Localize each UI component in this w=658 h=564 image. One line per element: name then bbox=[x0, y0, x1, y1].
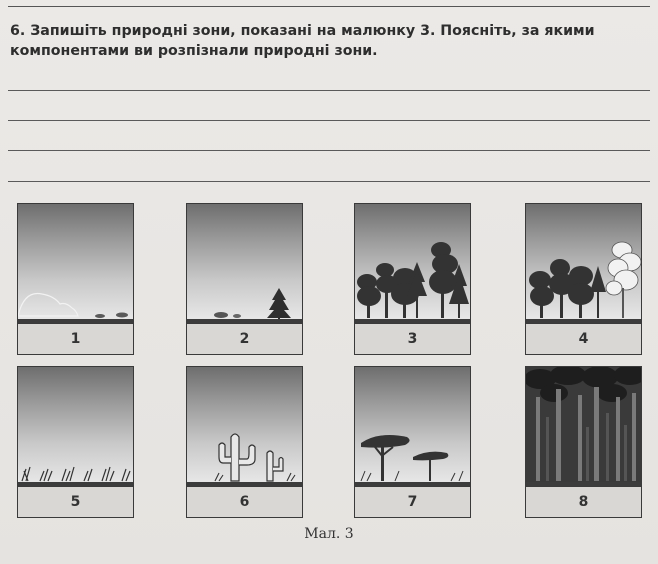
rainforest-scene bbox=[526, 367, 642, 487]
tundra-scene bbox=[18, 204, 134, 324]
desert-scene bbox=[187, 367, 303, 487]
question-body: Запишіть природні зони, показані на малюнку 3. Поясніть, за якими компонентами ви розпізнали природні зони. bbox=[10, 23, 595, 59]
zone-panel-4 bbox=[525, 203, 642, 355]
answer-line[interactable] bbox=[8, 181, 650, 182]
panel-number: 8 bbox=[526, 486, 641, 517]
question-text bbox=[10, 21, 650, 61]
panel-number: 3 bbox=[355, 323, 470, 354]
zone-panel-5 bbox=[17, 366, 134, 518]
mixed-forest-scene bbox=[526, 204, 642, 324]
taiga-scene bbox=[355, 204, 471, 324]
zone-panel-7 bbox=[354, 366, 471, 518]
panel-number: 7 bbox=[355, 486, 470, 517]
panel-number: 5 bbox=[18, 486, 133, 517]
zone-panel-2 bbox=[186, 203, 303, 355]
panel-number: 4 bbox=[526, 323, 641, 354]
forest-tundra-scene bbox=[187, 204, 303, 324]
panel-number: 2 bbox=[187, 323, 302, 354]
answer-line[interactable] bbox=[8, 150, 650, 151]
steppe-scene bbox=[18, 367, 134, 487]
figure-caption: Мал. 3 bbox=[304, 526, 354, 542]
panel-number: 6 bbox=[187, 486, 302, 517]
answer-line[interactable] bbox=[8, 120, 650, 121]
zone-panel-1 bbox=[17, 203, 134, 355]
answer-line[interactable] bbox=[8, 90, 650, 91]
top-rule bbox=[8, 6, 650, 7]
question-number: 6. bbox=[10, 23, 26, 39]
savanna-scene bbox=[355, 367, 471, 487]
zone-panel-3 bbox=[354, 203, 471, 355]
zone-panel-8 bbox=[525, 366, 642, 518]
panel-number: 1 bbox=[18, 323, 133, 354]
zone-panel-6 bbox=[186, 366, 303, 518]
